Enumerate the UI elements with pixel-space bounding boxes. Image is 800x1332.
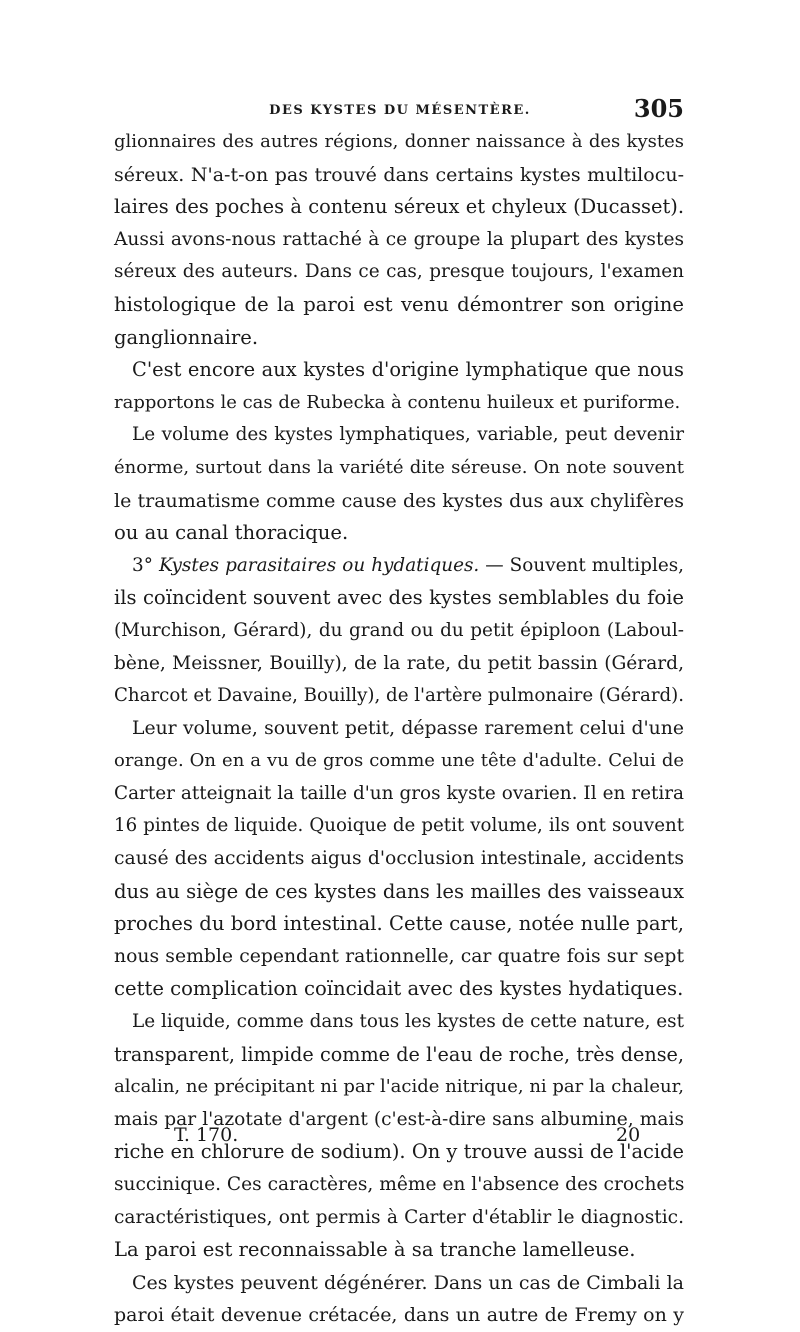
text-line: orange. On en a vu de gros comme une tête d'adulte. Celui de [114, 750, 684, 772]
text-line: ou au canal thoracique. [114, 521, 349, 545]
text-line: laires des poches à contenu séreux et chyleux (Ducasset). [114, 195, 684, 219]
text-line: Aussi avons-nous rattaché à ce groupe la plupart des kystes [114, 228, 684, 250]
text-line: histologique de la paroi est venu démontrer son origine [114, 292, 684, 316]
text-line: paroi était devenue crétacée, dans un autre de Fremy on y [114, 1304, 684, 1327]
text-line: glionnaires des autres régions, donner naissance à des kystes [114, 131, 684, 152]
text-line: transparent, limpide comme de l'eau de roche, très dense, [114, 1042, 684, 1066]
text-line: causé des accidents aigus d'occlusion intestinale, accidents [114, 848, 684, 870]
text-line: alcalin, ne précipitant ni par l'acide nitrique, ni par la chaleur, [114, 1076, 684, 1098]
running-head [116, 94, 684, 124]
text-line: le traumatisme comme cause des kystes dus aux chylifères [114, 489, 684, 512]
section-heading: Kystes parasitaires ou hydatiques. [158, 554, 480, 576]
text-line: 16 pintes de liquide. Quoique de petit volume, ils ont souvent [114, 815, 684, 837]
text-line: (Murchison, Gérard), du grand ou du petit épiploon (Laboul- [114, 619, 684, 641]
text-line: Le volume des kystes lymphatiques, variable, peut devenir [132, 424, 684, 446]
text-line: Ces kystes peuvent dégénérer. Dans un cas de Cimbali la [132, 1271, 684, 1294]
page-number: 305 [633, 94, 684, 123]
text-line: cette complication coïncidait avec des kystes hydatiques. [114, 977, 684, 1001]
signature-mark: T. 170. [174, 1124, 239, 1146]
text-line: succinique. Ces caractères, même en l'absence des crochets [114, 1174, 685, 1195]
gathering-number: 20 [616, 1124, 641, 1146]
text-line: caractéristiques, ont permis à Carter d'établir le diagnostic. [114, 1206, 684, 1228]
text-line: séreux. N'a-t-on pas trouvé dans certains kystes multilocu- [114, 163, 684, 186]
text-line: La paroi est reconnaissable à sa tranche lamelleuse. [114, 1238, 636, 1262]
text-line: séreux des auteurs. Dans ce cas, presque toujours, l'examen [114, 261, 684, 283]
text-line: proches du bord intestinal. Cette cause, notée nulle part, [114, 912, 684, 936]
text-line: C'est encore aux kystes d'origine lymphatique que nous [132, 358, 684, 382]
text-line: ils coïncident souvent avec des kystes semblables du foie [114, 586, 684, 610]
text-line: 3° Kystes parasitaires ou hydatiques. — Souvent multiples, [132, 554, 684, 576]
text-line: ganglionnaire. [114, 325, 259, 349]
text-line: Le liquide, comme dans tous les kystes de cette nature, est [132, 1011, 684, 1033]
text-line: bène, Meissner, Bouilly), de la rate, du petit bassin (Gérard, [114, 652, 684, 674]
text-line: dus au siège de ces kystes dans les mailles des vaisseaux [114, 879, 684, 903]
text-line: nous semble cependant rationnelle, car quatre fois sur sept [114, 945, 684, 967]
text-line: Charcot et Davaine, Bouilly), de l'artère pulmonaire (Gérard). [114, 685, 685, 707]
page-footer [116, 1124, 684, 1154]
text-line: Carter atteignait la taille d'un gros kyste ovarien. Il en retira [114, 782, 684, 804]
running-title: DES KYSTES DU MÉSENTÈRE. [269, 103, 531, 118]
text-line: mais par l'azotate d'argent (c'est-à-dire sans albumine, mais [114, 1108, 684, 1130]
text-line: Leur volume, souvent petit, dépasse rarement celui d'une [132, 717, 684, 739]
text-line: rapportons le cas de Rubecka à contenu huileux et puriforme. [114, 391, 681, 413]
text-line: riche en chlorure de sodium). On y trouve aussi de l'acide [114, 1140, 684, 1164]
text-line: énorme, surtout dans la variété dite séreuse. On note souvent [114, 456, 684, 478]
